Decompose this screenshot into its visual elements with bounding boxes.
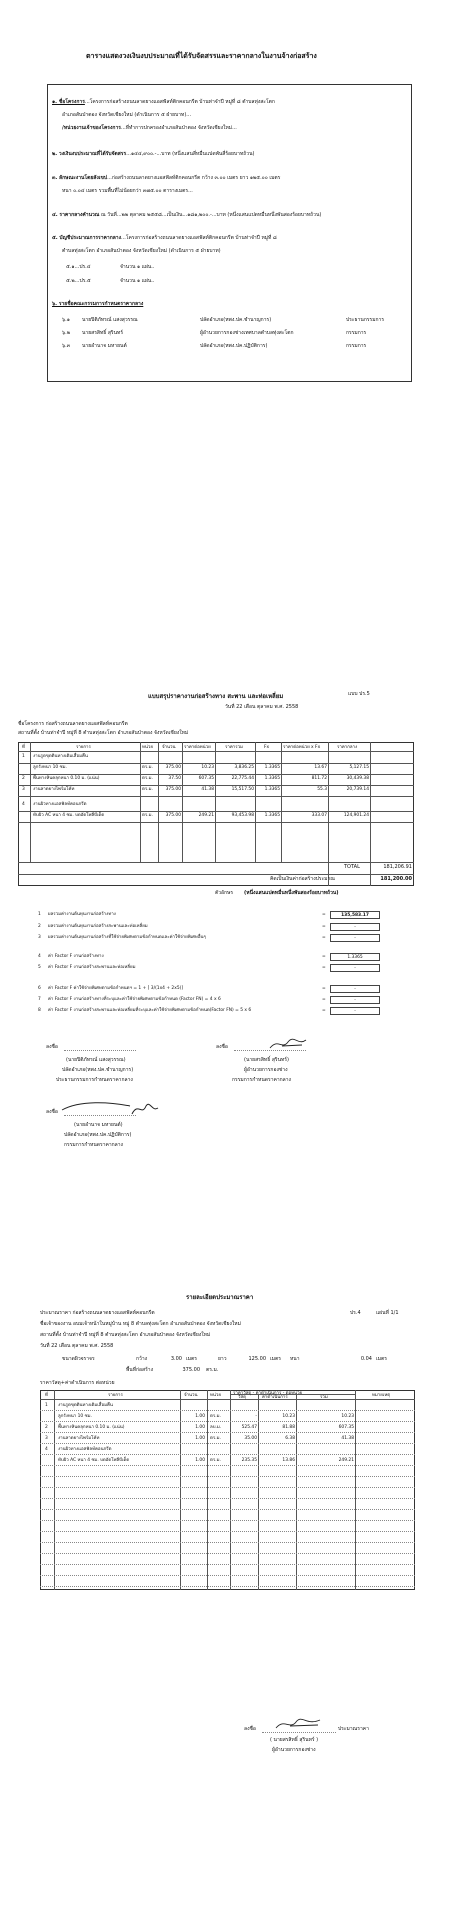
row-item: งานผิวทางแอสฟัลท์คอนกรีต: [33, 802, 87, 807]
row-median-price: 20,739.14: [346, 787, 369, 792]
form-code: ปร.4: [350, 1310, 361, 1316]
factor-number: 2: [38, 924, 41, 929]
item5-label: ๕. บัญชีประมาณการราคากลาง: [52, 235, 122, 241]
committee-position: ผู้อำนวยการกองช่างเทศบาลตำบลทุ่งสะโตก: [200, 330, 294, 336]
signer-position: ผู้อำนวยการกองช่าง: [272, 1747, 316, 1753]
item3-label: ๓. ลักษณะงานโดยสังเขป: [52, 175, 108, 181]
detail-table: [40, 1390, 415, 1590]
factor-equals: =: [322, 924, 326, 929]
col-header: รายการ: [108, 1393, 123, 1398]
factor-label: ผลรวมค่างานต้นทุนงานก่อสร้างที่ใช้จ่ายพิเศษตามข้อกำหนดและค่าใช้จ่ายพิเศษอื่นๆ: [48, 935, 206, 940]
signer-position: ผู้อำนวยการกองช่าง: [244, 1067, 288, 1073]
row-item: พื้นทางหินคลุกหนา 0.10 ม. (แน่น): [33, 776, 100, 781]
row-unit-x-factor: 13.67: [314, 765, 327, 770]
row-item: ทับผิว AC หนา 4 ซม. บดอัดโพลีบีเต็ด: [33, 813, 105, 818]
row-unit: ตร.ม.: [210, 1436, 221, 1441]
area-unit: ตร.ม.: [206, 1367, 219, 1373]
sign-label: ลงชื่อ: [46, 1044, 58, 1050]
item5-sub1-a: ๕.๑...ปร.๔: [66, 264, 91, 270]
row-material: -: [255, 1414, 257, 1419]
page-title: รายละเอียดประมาณราคา: [186, 1294, 254, 1301]
item3-text: ...ก่อสร้างถนนลาดยางแอสฟัลท์ติกคอนกรีต กว้าง ๓.๐๐ เมตร ยาว ๑๒๕.๐๐ เมตร: [107, 175, 281, 181]
signer-name: ( นายสรสิทธิ์ สุรินทร์ ): [270, 1737, 319, 1743]
factor-label: ค่า Factor F ค่าใช้จ่ายพิเศษตามข้อกำหนดฯ = 1 + [ 3/(1x4 + 2x5)]: [48, 986, 184, 991]
committee-role: ประธานกรรมการ: [346, 317, 385, 323]
row-unit-price: 249.21: [198, 813, 214, 818]
row-unit-x-factor: 333.07: [311, 813, 327, 818]
owner: ชื่อเจ้าของงาน อบมเจ้าหน้าในหมู่บ้าน หมู่ 8 ตำบลทุ่งสะโตก อำเภอสันป่าตอง จังหวัดเชียงใหม่: [40, 1321, 241, 1327]
row-number: 2: [45, 1425, 48, 1430]
signer-role: กรรมการกำหนดราคากลาง: [232, 1077, 291, 1083]
length-label: ยาว: [218, 1356, 227, 1362]
row-factor: 1.3365: [264, 765, 280, 770]
col-header: จำนวน: [184, 1393, 198, 1398]
factor-value: -: [330, 934, 380, 942]
col-header: หน่วย: [210, 1393, 221, 1398]
factor-label: ผลรวมค่างานต้นทุนงานก่อสร้างทาง: [48, 912, 116, 917]
col-header: ราคากลาง: [337, 745, 358, 750]
total-value: 181,206.91: [383, 864, 412, 870]
committee-no: ๖.๒: [62, 330, 71, 336]
item3-text2: หนา ๐.๐๔ เมตร รวมพื้นที่ไม่น้อยกว่า ๓๗๕.๐๐ ตารางเมตร...: [62, 188, 193, 194]
factor-label: ค่า Factor F งานก่อสร้างสะพานและท่อเหลี่ยมที่ระบุและค่าใช้จ่ายพิเศษตามข้อกำหนด(Factor FN) = 5 x 6: [48, 1008, 252, 1013]
row-median-price: 30,439.38: [346, 776, 369, 781]
row-sum: 10.23: [341, 1414, 354, 1419]
row-quantity: 375.00: [165, 765, 181, 770]
total-label: TOTAL: [344, 864, 360, 870]
row-quantity: 1.00: [195, 1425, 205, 1430]
row-item: ทับผิว AC หนา 4 ซม. บดอัดโพลีบีเต็ด: [58, 1458, 130, 1463]
factor-equals: =: [322, 965, 326, 970]
estimate-label: คิดเป็นเงินค่าก่อสร้างประมาณ: [270, 876, 335, 882]
factor-value: -: [330, 985, 380, 993]
thickness-unit: เมตร: [376, 1356, 387, 1362]
factor-number: 8: [38, 1008, 41, 1013]
committee-role: กรรมการ: [346, 343, 367, 349]
row-unit-price: 10.23: [201, 765, 214, 770]
row-labor: 6.38: [285, 1436, 295, 1441]
row-sum: 41.38: [341, 1436, 354, 1441]
col-header: ราคารวม: [225, 745, 243, 750]
factor-number: 4: [38, 954, 41, 959]
row-number: 3: [45, 1436, 48, 1441]
page-title: แบบสรุปราคางานก่อสร้างทาง สะพาน และท่อเหลี่ยม: [148, 693, 284, 700]
row-quantity: 375.00: [165, 813, 181, 818]
row-total: 3,836.25: [234, 765, 254, 770]
row-item: งานผิวทางแอสฟัลท์คอนกรีต: [58, 1447, 112, 1452]
signer-name: (นายอำนาจ มหายนต์): [74, 1122, 123, 1128]
committee-no: ๖.๓: [62, 343, 71, 349]
col-header: หน่วย: [142, 745, 153, 750]
row-unit-x-factor: 811.72: [311, 776, 327, 781]
committee-no: ๖.๑: [62, 317, 70, 323]
date: วันที่ 22 เดือน ตุลาคม พ.ศ. 2558: [225, 704, 299, 710]
signature-image: [274, 1716, 324, 1732]
factor-equals: =: [322, 912, 326, 917]
row-quantity: 1.00: [195, 1436, 205, 1441]
row-factor: 1.3365: [264, 813, 280, 818]
size-label: ขนาดผิวจราจร: [62, 1356, 95, 1362]
item5-text: ...โครงการก่อสร้างถนนลาดยางแอสฟัลท์ติกคอนกรีต บ้านท่าจำปี หมู่ที่ ๘: [121, 235, 277, 241]
row-total: 15,517.50: [231, 787, 254, 792]
area-value: 375.00: [182, 1367, 200, 1373]
item1-label: ๑. ชื่อโครงการ: [52, 99, 85, 105]
factor-equals: =: [322, 997, 326, 1002]
item5-sub2-a: ๕.๒...ปร.๕: [66, 278, 91, 284]
col-header: หมายเหตุ: [372, 1393, 391, 1398]
length-value: 125.00: [248, 1356, 266, 1362]
row-item: งานลาดยางไพร์มโค้ท: [58, 1436, 100, 1441]
factor-label: ค่า Factor F งานก่อสร้างทาง: [48, 954, 104, 959]
item2-text: ...๑๔๔,๙๐๐.-...บาท (หนึ่งแสนสี่หมื่นแปดพันสี่ร้อยบาทถ้วน): [126, 151, 255, 157]
row-material: 525.47: [241, 1425, 257, 1430]
col-header: ราคาต่อหน่วย x Fx: [283, 745, 321, 750]
row-number: 1: [22, 754, 25, 759]
estimate-value: 181,200.00: [380, 876, 412, 882]
row-number: 3: [22, 787, 25, 792]
factor-number: 5: [38, 965, 41, 970]
item1-owner-label: /หน่วยงานเจ้าของโครงการ: [62, 125, 121, 131]
row-quantity: 1.00: [195, 1414, 205, 1419]
project-name: ชื่อโครงการ ก่อสร้างถนนลาดยางแอสฟัลท์คอนกรีต: [18, 721, 128, 727]
row-unit: ตร.ม.: [142, 813, 153, 818]
committee-name: นายสรสิทธิ์ สุรินทร์: [82, 330, 124, 336]
col-header: ราคาต่อหน่วย: [184, 745, 211, 750]
width-value: 3.00: [170, 1356, 182, 1362]
item2-label: ๒. วงเงินงบประมาณที่ได้รับจัดสรร: [52, 151, 127, 157]
date: วันที่ 22 เดือน ตุลาคม พ.ศ. 2558: [40, 1343, 114, 1349]
signer-position: ปลัดอำเภอ(หพง.ปค.ชำนาญการ): [62, 1067, 134, 1073]
item1-text2: อำเภอสันป่าตอง จังหวัดเชียงใหม่ (ดำเนินการ ๕ ฝ่ายบาท)...: [62, 112, 192, 118]
row-material: 35.00: [244, 1436, 257, 1441]
col-header: Fx: [264, 745, 270, 750]
committee-position: ปลัดอำเภอ(หพง.ปค.ปฏิบัติการ): [200, 343, 268, 349]
sign-label: ลงชื่อ: [216, 1044, 228, 1050]
width-label: กว้าง: [136, 1356, 148, 1362]
row-number: 1: [45, 1403, 48, 1408]
sign-label: ลงชื่อ: [244, 1726, 256, 1732]
area-label: พื้นที่ก่อสร้าง: [126, 1367, 154, 1373]
length-unit: เมตร: [270, 1356, 281, 1362]
page-title: ตารางแสดงวงเงินงบประมาณที่ได้รับจัดสรรและราคากลางในงานจ้างก่อสร้าง: [86, 52, 317, 60]
item1-text: ...โครงการก่อสร้างถนนลาดยางแอสฟัลท์ติกคอนกรีต บ้านท่าจำปี หมู่ที่ ๘ ตำบลทุ่งสะโตก: [84, 99, 275, 105]
row-item: งานรูดขุดดินทางเดิมเสื่อมคืน: [58, 1403, 113, 1408]
item6-label: ๖. รายชื่อคณะกรรมการกำหนดราคากลาง: [52, 301, 144, 307]
row-unit: ตร.ม.: [142, 787, 153, 792]
factor-number: 1: [38, 912, 41, 917]
row-unit: ตร.ม.: [210, 1414, 221, 1419]
project-name: ประมาณราคา ก่อสร้างถนนลาดยางแอสฟัลท์คอนกรีต: [40, 1310, 155, 1316]
committee-role: กรรมการ: [346, 330, 367, 336]
factor-value: 1.3365: [330, 953, 380, 961]
factor-label: ค่า Factor F งานก่อสร้างสะพานและท่อเหลี่ยม: [48, 965, 136, 970]
signer-position: ปลัดอำเภอ(หพง.ปค.ปฏิบัติการ): [64, 1132, 132, 1138]
col-header: จำนวน: [162, 745, 176, 750]
col-header: รวม: [320, 1395, 328, 1400]
row-item: งานลาดยางไพร์มโค้ท: [33, 787, 75, 792]
col-header: ที่: [45, 1393, 48, 1398]
factor-equals: =: [322, 954, 326, 959]
form-code: แบบ ปร.5: [348, 691, 370, 697]
committee-name: นายอำนาจ มหายนต์: [82, 343, 127, 349]
row-sum: 249.21: [338, 1458, 354, 1463]
factor-value: -: [330, 1007, 380, 1015]
row-total: 22,775.44: [231, 776, 254, 781]
row-item: ลูกรังหนา 10 ซม.: [58, 1414, 92, 1419]
row-factor: 1.3365: [264, 776, 280, 781]
factor-number: 7: [38, 997, 41, 1002]
signer-name: (นายสรสิทธิ์ สุรินทร์): [244, 1057, 289, 1063]
row-factor: 1.3365: [264, 787, 280, 792]
col-header: รายการ: [76, 745, 91, 750]
col-header: วัสดุ: [238, 1395, 246, 1400]
committee-name: นายปิติภัทรณ์ แสงสุวรรณ: [82, 317, 138, 323]
sign-role: ประมาณราคา: [338, 1726, 369, 1732]
row-total: 93,453.98: [231, 813, 254, 818]
item5-sub1-b: จำนวน ๑ แผ่น..: [120, 264, 155, 270]
factor-number: 3: [38, 935, 41, 940]
row-unit-price: 41.38: [201, 787, 214, 792]
committee-position: ปลัดอำเภอ(หพง.ปค.ชำนาญการ): [200, 317, 272, 323]
words-value: (หนึ่งแสนแปดหมื่นหนึ่งพันสองร้อยบาทถ้วน): [244, 890, 339, 896]
row-material: 235.35: [241, 1458, 257, 1463]
col-header: ค่าดำเนินการ: [262, 1395, 288, 1400]
row-labor: 10.23: [282, 1414, 295, 1419]
width-unit: เมตร: [186, 1356, 197, 1362]
factor-value: 135,583.17: [330, 911, 380, 919]
location: สถานที่ตั้ง บ้านท่าจำปี หมู่ที่ 8 ตำบลทุ่งสะโตก อำเภอสันป่าตอง จังหวัดเชียงใหม่: [18, 730, 189, 736]
factor-value: -: [330, 964, 380, 972]
row-median-price: 5,127.15: [349, 765, 369, 770]
factor-equals: =: [322, 986, 326, 991]
thickness-value: 0.04: [360, 1356, 372, 1362]
row-number: 2: [22, 776, 25, 781]
sign-label: ลงชื่อ: [46, 1109, 58, 1115]
factor-equals: =: [322, 1008, 326, 1013]
item1-owner-text: ...ที่ทำการปกครองอำเภอสันป่าตอง จังหวัดเชียงใหม่...: [120, 125, 237, 131]
col-header: ที่: [22, 745, 25, 750]
item5-sub2-b: จำนวน ๑ แผ่น..: [120, 278, 155, 284]
factor-label: ผลรวมค่างานต้นทุนงานก่อสร้างสะพานและท่อเหลี่ยม: [48, 924, 148, 929]
words-label: ตัวอักษร: [215, 890, 234, 896]
item4-text: ณ วันที่...๒๒ ตุลาคม ๒๕๕๘...เป็นเงิน...๑๘๑,๒๐๐.-...บาท (หนึ่งแสนแปดหมื่นหนึ่งพันสองร้อยบาทถ้วน): [101, 212, 322, 218]
row-unit: ตร.ม.: [210, 1458, 221, 1463]
factor-number: 6: [38, 986, 41, 991]
row-quantity: 1.00: [195, 1458, 205, 1463]
row-median-price: 124,901.24: [343, 813, 369, 818]
row-unit: ตร.ม.: [142, 776, 153, 781]
factor-equals: =: [322, 935, 326, 940]
thickness-label: หนา: [290, 1356, 300, 1362]
row-sum: 607.35: [338, 1425, 354, 1430]
signer-name: (นายปิติภัทรณ์ แสงสุวรรณ): [66, 1057, 126, 1063]
location: สถานที่ตั้ง บ้านท่าจำปี หมู่ที่ 8 ตำบลทุ่งสะโตก อำเภอสันป่าตอง จังหวัดเชียงใหม่: [40, 1332, 211, 1338]
item4-label: ๔. ราคากลางคำนวณ: [52, 212, 100, 218]
sheet-number: แผ่นที่ 1/1: [376, 1310, 399, 1316]
row-quantity: 375.00: [165, 787, 181, 792]
row-number: 4: [45, 1447, 48, 1452]
factor-label: ค่า Factor F งานก่อสร้างทางที่ระบุและค่าใช้จ่ายพิเศษตามข้อกำหนด (Factor FN) = 4 x 6: [48, 997, 221, 1002]
row-item: ลูกรังหนา 10 ซม.: [33, 765, 67, 770]
factor-value: -: [330, 996, 380, 1004]
row-number: 4: [22, 802, 25, 807]
row-item: งานรูดขุดดินทางเดิมเสื่อมคืน: [33, 754, 88, 759]
row-labor: 81.88: [282, 1425, 295, 1430]
factor-value: -: [330, 923, 380, 931]
section-label: ราคาวัสดุ+ค่าดำเนินการ ต่อหน่วย: [40, 1380, 115, 1386]
row-unit-price: 607.35: [198, 776, 214, 781]
row-unit: ตร.ม.: [142, 765, 153, 770]
signer-role: ประธานกรรมการกำหนดราคากลาง: [56, 1077, 133, 1083]
signer-role: กรรมการกำหนดราคากลาง: [64, 1142, 123, 1148]
col-header: ราคาวัสดุ - ค่าดำเนินการ - ต่อหน่วย: [233, 1390, 303, 1396]
row-unit-x-factor: 55.3: [317, 787, 327, 792]
row-unit: ลบ.ม.: [210, 1425, 222, 1430]
item5-text2: ตำบลทุ่งสะโตก อำเภอสันป่าตอง จังหวัดเชียงใหม่ (ดำเนินการ ๕ ฝ่ายบาท): [62, 248, 221, 254]
row-item: พื้นทางหินคลุกหนา 0.10 ม. (แน่น): [58, 1425, 125, 1430]
row-labor: 13.86: [282, 1458, 295, 1463]
row-quantity: 37.50: [168, 776, 181, 781]
